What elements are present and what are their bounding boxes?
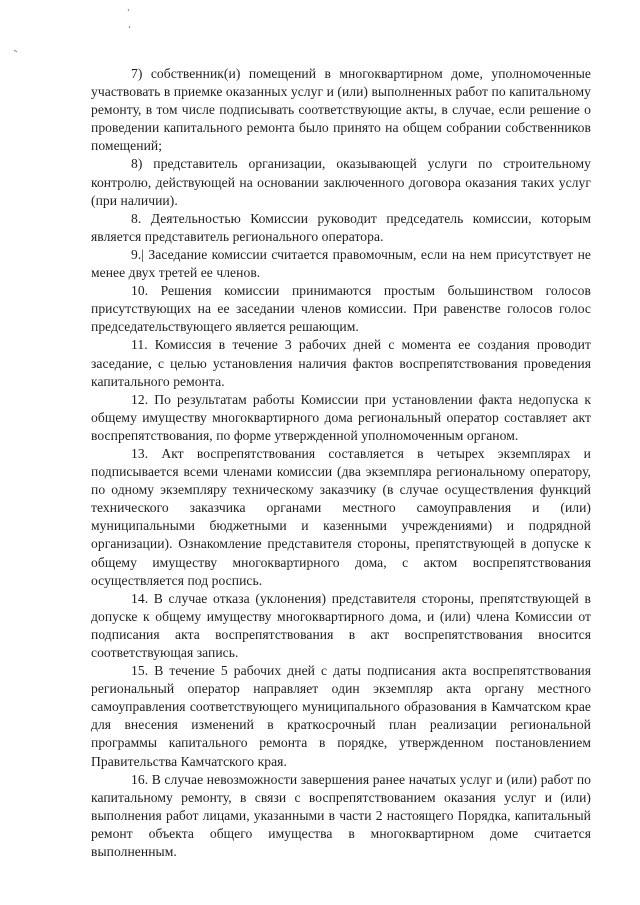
scan-mark [14, 50, 17, 52]
paragraph: 13. Акт воспрепятствования составляется в четырех экземплярах и подписывается всеми членами комиссии (два экземпляра региональному оператору, по одному экземпляру техническому заказчику (в случае осуществления функций технического заказчика органами местного самоуправления и (или) муниципальными бюджетными и казенными учреждениями) и подрядной организации). Ознакомление представителя стороны, препятствующей в допуске к общему имуществу многоквартирного дома, с актом воспрепятствования осуществляется под роспись. [91, 445, 591, 588]
paragraph: 7) собственник(и) помещений в многоквартирном доме, уполномоченные участвовать в приемке оказанных услуг и (или) выполненных работ по капитальному ремонту, в том числе подписывать соответствующие акты, в случае, если решение о проведении капитального ремонта было принято на общем собрании собственников помещений; [91, 66, 591, 154]
scan-mark [129, 26, 130, 28]
paragraph: 16. В случае невозможности завершения ранее начатых услуг и (или) работ по капитальному ремонту, в связи с воспрепятствованием оказания услуг и (или) выполнения работ лицами, указанными в части 2 настоящего Порядка, капитальный ремонт объекта общего имущества в многоквартирном доме считается выполненным. [91, 771, 591, 860]
paragraph: 10. Решения комиссии принимаются простым большинством голосов присутствующих на ее заседании членов комиссии. При равенстве голосов голос председательствующего является решающим. [91, 283, 591, 335]
document-body [91, 65, 591, 861]
paragraph: 9.| Заседание комиссии считается правомочным, если на нем присутствует не менее двух третей ее членов. [91, 246, 591, 281]
scan-mark [128, 9, 129, 11]
paragraph: 11. Комиссия в течение 3 рабочих дней с момента ее создания проводит заседание, с целью установления наличия фактов воспрепятствования проведения капитального ремонта. [91, 337, 591, 389]
paragraph: 15. В течение 5 рабочих дней с даты подписания акта воспрепятствования региональный оператор направляет один экземпляр акта органу местного самоуправления соответствующего муниципального образования в Камчатском крае для внесения изменений в краткосрочный план реализации региональной программы капитального ремонта в порядке, утвержденном постановлением Правительства Камчатского края. [91, 663, 591, 769]
paragraph: 8) представитель организации, оказывающей услуги по строительному контролю, действующей на основании заключенного договора оказания таких услуг (при наличии). [91, 156, 591, 208]
paragraph: 12. По результатам работы Комиссии при установлении факта недопуска к общему имуществу многоквартирного дома региональный оператор составляет акт воспрепятствования, по форме утвержденной уполномоченным органом. [91, 391, 591, 443]
paragraph: 8. Деятельностью Комиссии руководит председатель комиссии, которым является представитель регионального оператора. [91, 210, 591, 244]
paragraph: 14. В случае отказа (уклонения) представителя стороны, препятствующей в допуске к общему имуществу многоквартирного дома, и (или) члена Комиссии от подписания акта воспрепятствования в акт воспрепятствования вносится соответствующая запись. [91, 590, 591, 660]
